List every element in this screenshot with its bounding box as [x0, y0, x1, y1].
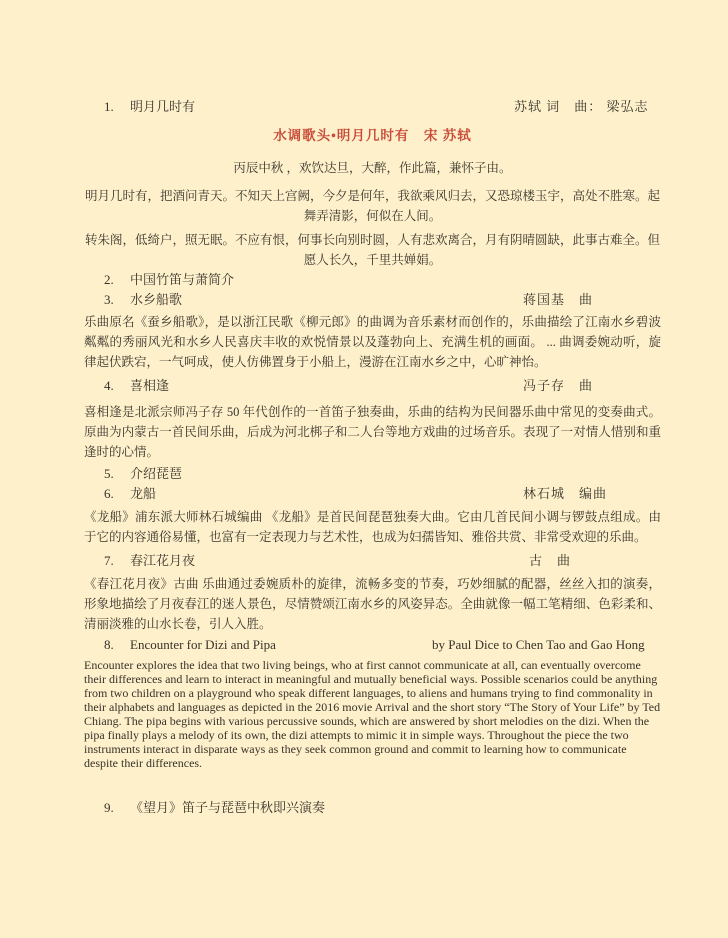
program-item-row-3 — [84, 290, 661, 310]
program-item-row-2 — [84, 270, 661, 290]
poem-stanza-2: 转朱阁，低绮户，照无眠。不应有恨，何事长向别时圆，人有悲欢离合，月有阴晴圆缺，此事古难全。但愿人长久，千里共婵娟。 — [84, 233, 660, 267]
item-credit: by Paul Dice to Chen Tao and Gao Hong — [432, 637, 645, 652]
program-item-row-8 — [84, 635, 661, 655]
item-number: 9. — [104, 800, 114, 815]
poem-title: 水调歌头•明月几时有 宋 苏轼 — [273, 128, 472, 143]
item-number: 1. — [104, 99, 114, 114]
item-credit: 苏轼 词 曲： 梁弘志 — [514, 99, 649, 114]
item-number: 7. — [104, 553, 114, 568]
program-item-row-7 — [84, 551, 661, 571]
item-title: 介绍琵琶 — [130, 466, 183, 481]
item-description: 喜相逢是北派宗师冯子存 50 年代创作的一首笛子独奏曲，乐曲的结构为民间器乐曲中常见的变奏曲式。原曲为内蒙古一首民间乐曲，后成为河北梆子和二人台等地方戏曲的过场音乐。表现了一对情人惜别和重逢时的心情。 — [84, 405, 661, 459]
item-title: 水乡船歌 — [130, 292, 183, 307]
item-number: 4. — [104, 378, 114, 393]
poem-preface: 丙辰中秋 ，欢饮达旦，大醉，作此篇，兼怀子由。 — [233, 161, 512, 175]
item-title: 龙船 — [130, 486, 157, 501]
item-title: 《望月》笛子与琵琶中秋即兴演奏 — [130, 800, 326, 815]
program-item-row-6 — [84, 484, 661, 504]
item-number: 5. — [104, 466, 114, 481]
item-number: 8. — [104, 637, 114, 652]
program-item-row-1 — [84, 97, 661, 117]
program-item-row-9 — [84, 798, 661, 818]
item-credit: 冯子存 曲 — [523, 378, 594, 393]
item-number: 6. — [104, 486, 114, 501]
program-content — [84, 97, 661, 818]
item-description-english: Encounter explores the idea that two living beings, who at first cannot communicate at all, can eventually overcome their differences and learn to interact in meaningful and mutually beneficial ways. Possible scenarios could be anything from two children on a playground who speak different languages, to aliens and humans trying to find commonality in their alphabets and languages as depicted in the 2016 movie Arrival and the short story “The Story of Your Life” by Ted Chiang. The pipa begins with various percussive sounds, which are answered by short melodies on the dizi. When the pipa finally plays a melody of its own, the dizi attempts to mimic it in simple ways. Throughout the piece the two instruments interact in disparate ways as they seek common ground and commit to learning how to communicate despite their differences. — [84, 658, 661, 770]
item-title: 明月几时有 — [130, 99, 196, 114]
item-title: 春江花月夜 — [130, 553, 196, 568]
item-description: 《春江花月夜》古曲 乐曲通过委婉质朴的旋律，流畅多变的节奏，巧妙细腻的配器，丝丝入扣的演奏，形象地描绘了月夜春江的迷人景色，尽情赞颂江南水乡的风姿异态。全曲就像一幅工笔精细、色彩柔和、清丽淡雅的山水长卷，引人入胜。 — [84, 577, 661, 631]
item-description: 《龙船》浦东派大师林石城编曲 《龙船》是首民间琵琶独奏大曲。它由几首民间小调与锣鼓点组成。由于它的内容通俗易懂，也富有一定表现力与艺术性，也成为妇孺皆知、雅俗共赏、非常受欢迎的乐曲。 — [84, 510, 661, 544]
item-title: 中国竹笛与萧简介 — [130, 272, 235, 287]
program-item-row-4 — [84, 376, 661, 396]
item-credit: 古 曲 — [529, 553, 572, 568]
item-credit: 林石城 编曲 — [523, 486, 608, 501]
item-credit: 蒋国基 曲 — [523, 292, 594, 307]
item-title: 喜相逢 — [130, 378, 170, 393]
item-title: Encounter for Dizi and Pipa — [130, 637, 276, 652]
item-number: 3. — [104, 292, 114, 307]
item-number: 2. — [104, 272, 114, 287]
program-item-row-5 — [84, 464, 661, 484]
item-description: 乐曲原名《蚕乡船歌》，是以浙江民歌《柳元郎》的曲调为音乐素材而创作的，乐曲描绘了江南水乡碧波粼粼的秀丽风光和水乡人民喜庆丰收的欢悦情景以及蓬勃向上、充满生机的画面。 ... 曲调委婉动听，旋律起伏跌宕，一气呵成，使人仿佛置身于小船上，漫游在江南水乡之中，心旷神怡。 — [84, 315, 661, 369]
poem-stanza-1: 明月几时有，把酒问青天。不知天上宫阙，今夕是何年，我欲乘风归去，又恐琼楼玉宇，高处不胜寒。起舞弄清影，何似在人间。 — [84, 189, 660, 223]
